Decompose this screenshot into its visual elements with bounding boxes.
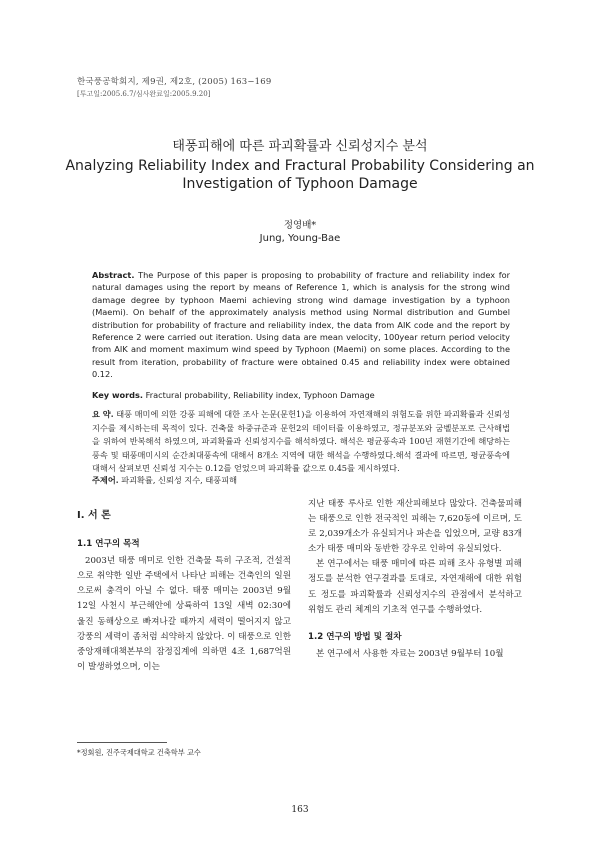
paragraph: 지난 태풍 루사로 인한 재산피해보다 많았다. 건축물피해는 태풍으로 인한 전국적인 피해는 7,620동에 이르며, 도로 2,039개소가 유실되거나 파손을 입었으며, 교량 83개소가 태풍 매미와 동반한 강우로 인하여 유실되었다. bbox=[308, 499, 522, 555]
paragraph: 본 연구에서는 태풍 매미에 따른 피해 조사 유형별 피해정도를 분석한 연구결과를 토대로, 자연재해에 대한 위험도 정도를 파괴확률과 신뢰성지수의 관점에서 분석하고 위험도 관리 체계의 기초적 연구를 수행하였다. bbox=[308, 559, 522, 615]
subsection-title-purpose: 1.1 연구의 목적 bbox=[77, 539, 140, 550]
keywords bbox=[92, 390, 510, 400]
paragraph: 본 연구에서 사용한 자료는 2003년 9월부터 10월 bbox=[316, 648, 504, 659]
abstract-text: The Purpose of this paper is proposing to probability of fracture and reliability index for natural damages using the report by means of Reference 1, which is analysis for the strong wind damage degree by typhoon Maemi achieving strong wind damage investigation by a typhoon (Maemi). On behalf of the approximately analysis method using Normal distribution and Gumbel distribution for probability of fracture and reliability index, the data from AIK code and the report by Reference 2 were carried out iteration. Using data are mean velocity, 100year return period velocity from AIK and moment maximum wind speed by Typhoon (Maemi) on some places. According to the result from iteration, probability of fracture were obtained 0.45 and reliability index were obtained 0.12. bbox=[92, 270, 510, 380]
paragraph: 2003년 태풍 매미로 인한 건축물 특히 구조적, 건설적으로 취약한 일반 주택에서 나타난 피해는 건축인의 일원으로써 충격이 아닐 수 없다. 태풍 매미는 2003년 9월 12일 사천시 부근해안에 상륙하여 13일 새벽 02:30에 울진 동해상으로 빠져나갈 때까지 세력이 떨어지지 않고 강풍의 세력이 좀처럼 쇠약하지 않았다. 이 태풍으로 인한 중앙재해대책본부의 잠정집계에 의하면 4조 1,687억원이 발생하였으며, 이는 bbox=[77, 556, 291, 672]
left-column bbox=[77, 508, 291, 675]
keyterms-label: 주제어. bbox=[92, 475, 119, 485]
abstract bbox=[92, 269, 510, 381]
subsection-title-method: 1.2 연구의 방법 및 절차 bbox=[308, 631, 402, 642]
keyterms-text: 파괴확률, 신뢰성 지수, 태풍피해 bbox=[121, 475, 238, 485]
author-english: Jung, Young-Bae bbox=[259, 233, 341, 244]
korean-title: 태풍피해에 따른 파괴확률과 신뢰성지수 분석 bbox=[172, 139, 428, 154]
summary-label: 요 약. bbox=[92, 409, 114, 419]
footnote-divider bbox=[77, 742, 167, 743]
english-title: Analyzing Reliability Index and Fractural Probability Considering an Investigation of Typhoon Damage bbox=[65, 158, 535, 192]
author-korean: 정영배* bbox=[283, 220, 317, 231]
journal-citation: 한국풍공학회지, 제9권, 제2호, (2005) 163−169 bbox=[77, 77, 272, 87]
keywords-label: Key words. bbox=[92, 390, 144, 400]
keywords-text: Fractural probability, Reliability index, Typhoon Damage bbox=[145, 390, 375, 400]
received-date: [투고일:2005.6.7/심사완료일:2005.9.20] bbox=[77, 90, 211, 98]
right-column bbox=[308, 497, 522, 662]
summary-text: 태풍 매미에 의한 강풍 피해에 대한 조사 논문(문헌1)을 이용하여 자연재해의 위험도를 위한 파괴확률과 신뢰성지수를 제시하는데 목적이 있다. 건축물 하중규준과 문헌2의 데이터를 이용하였고, 정규분포와 굼벨분포로 근사해법을 위하여 반복해석 하였으며, 파괴확률과 신뢰성지수를 해석하였다. 해석은 평균풍속과 100년 재현기간에 해당하는 풍속 및 태풍매미시의 순간최대풍속에 대해서 8개소 지역에 대한 해석을 수행하였다.해석 결과에 따르면, 평균풍속에 대해서 살펴보면 신뢰성 지수는 0.12를 얻었으며 파괴확률 값으로 0.45를 제시하였다. bbox=[92, 409, 511, 473]
korean-keywords bbox=[92, 475, 510, 486]
footnote: *정회원, 진주국제대학교 건축학부 교수 bbox=[77, 748, 201, 757]
abstract-label: Abstract. bbox=[92, 270, 135, 280]
page-number: 163 bbox=[291, 805, 309, 815]
korean-summary bbox=[92, 408, 510, 476]
section-title-introduction: I. 서 론 bbox=[77, 510, 111, 521]
